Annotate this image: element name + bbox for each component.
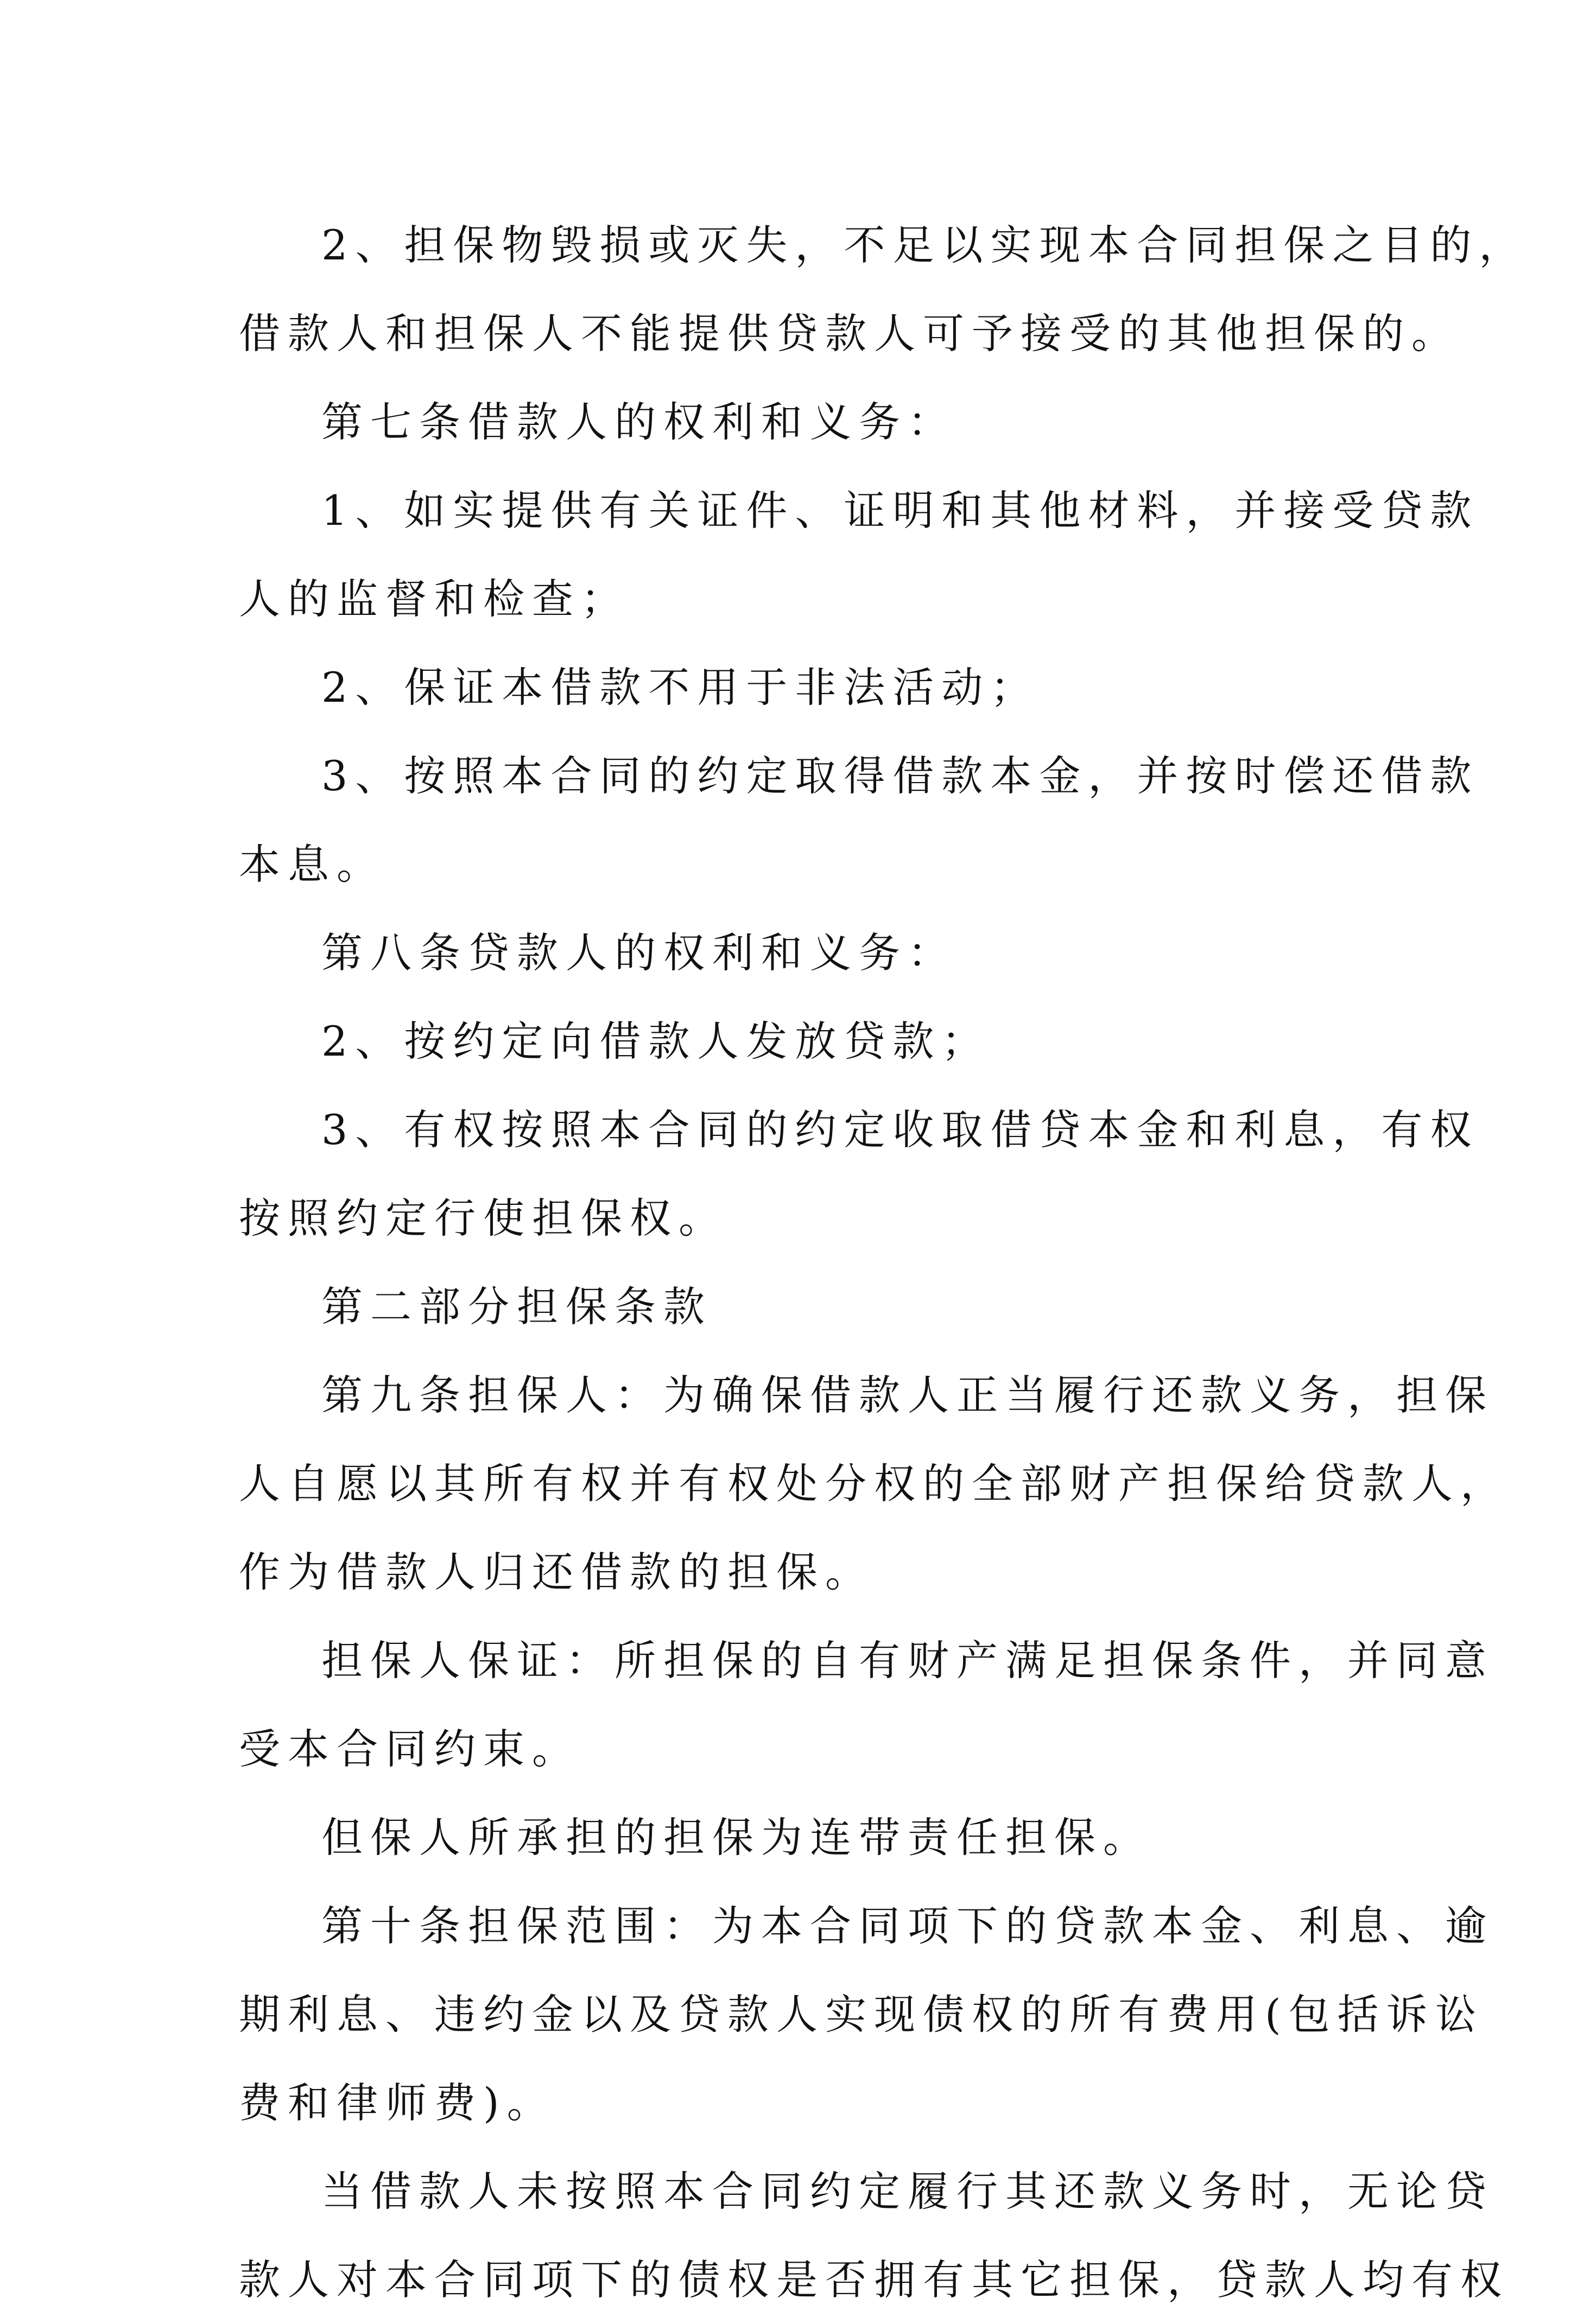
paragraph-line: 但保人所承担的担保为连带责任担保。: [321, 1813, 1152, 1862]
paragraph-line: 2、按约定向借款人发放贷款；: [321, 1017, 991, 1065]
contract-text-body: [239, 201, 1528, 2324]
paragraph-line: 2、担保物毁损或灭失，不足以实现本合同担保之目的，: [321, 221, 1528, 269]
paragraph-line: 费和律师费)。: [239, 2079, 556, 2127]
paragraph-line: 3、按照本合同的约定取得借款本金，并按时偿还借款: [321, 752, 1479, 800]
section-heading: 第七条借款人的权利和义务：: [321, 398, 956, 446]
paragraph-line: 借款人和担保人不能提供贷款人可予接受的其他担保的。: [239, 309, 1460, 358]
paragraph-line: 第九条担保人：为确保借款人正当履行还款义务，担保: [321, 1371, 1494, 1419]
paragraph-line: 担保人保证：所担保的自有财产满足担保条件，并同意: [321, 1636, 1494, 1685]
paragraph-line: 当借款人未按照本合同约定履行其还款义务时，无论贷: [321, 2167, 1494, 2215]
paragraph-line: 1、如实提供有关证件、证明和其他材料，并接受贷款: [321, 486, 1479, 535]
part-heading: 第二部分担保条款: [321, 1282, 712, 1331]
paragraph-line: 人的监督和检查；: [239, 575, 630, 623]
paragraph-line: 2、保证本借款不用于非法活动；: [321, 663, 1040, 712]
paragraph-line: 3、有权按照本合同的约定收取借贷本金和利息，有权: [321, 1106, 1479, 1154]
paragraph-line: 款人对本合同项下的债权是否拥有其它担保，贷款人均有权: [239, 2256, 1509, 2304]
paragraph-line: 按照约定行使担保权。: [239, 1194, 727, 1242]
paragraph-line: 期利息、违约金以及贷款人实现债权的所有费用(包括诉讼: [239, 1990, 1484, 2039]
paragraph-line: 受本合同约束。: [239, 1725, 581, 1773]
paragraph-line: 作为借款人归还借款的担保。: [239, 1548, 874, 1596]
paragraph-line: 第十条担保范围：为本合同项下的贷款本金、利息、逾: [321, 1902, 1494, 1950]
section-heading: 第八条贷款人的权利和义务：: [321, 929, 956, 977]
paragraph-line: 人自愿以其所有权并有权处分权的全部财产担保给贷款人，: [239, 1459, 1509, 1508]
paragraph-line: 本息。: [239, 840, 385, 888]
